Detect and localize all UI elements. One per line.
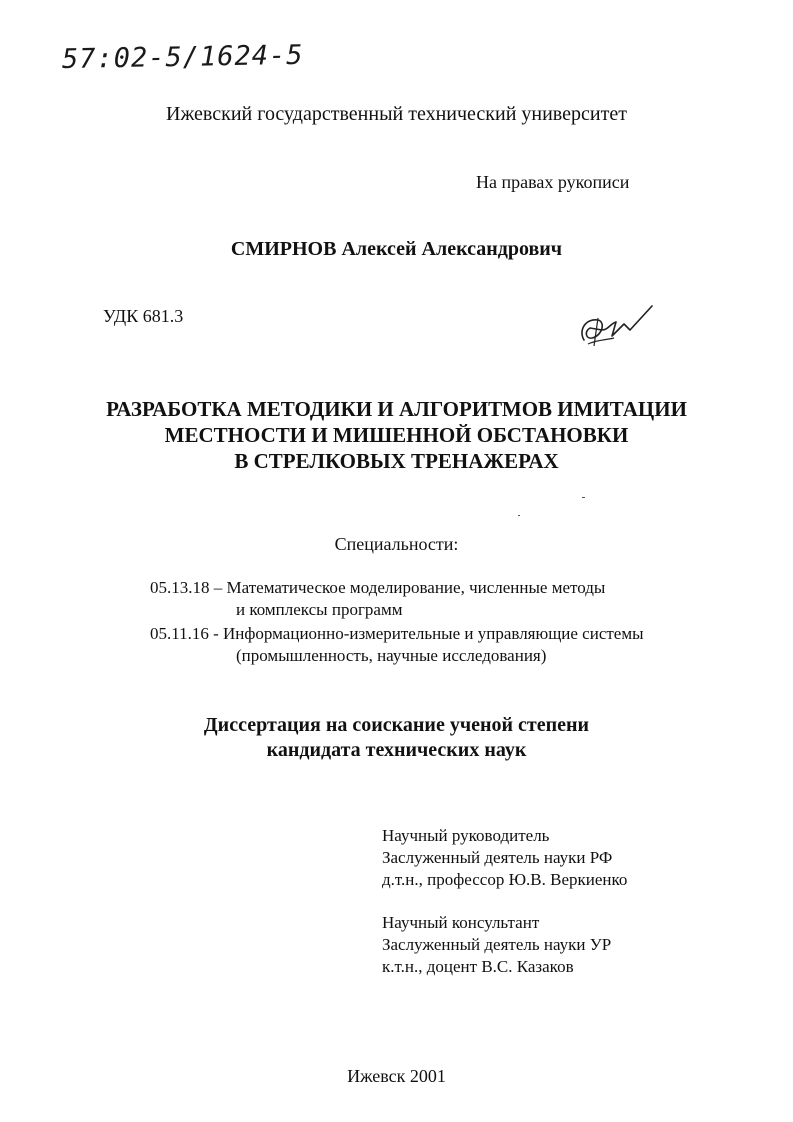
degree-line: Диссертация на соискание ученой степени bbox=[203, 714, 590, 736]
title-line: РАЗРАБОТКА МЕТОДИКИ И АЛГОРИТМОВ ИМИТАЦИИ bbox=[106, 397, 687, 421]
scan-speck bbox=[518, 515, 520, 516]
library-shelfmark: 57:02-5/1624-5 bbox=[61, 39, 304, 75]
degree-line: кандидата технических наук bbox=[266, 739, 527, 761]
degree-statement bbox=[0, 713, 793, 763]
supervisor-role: Научный руководитель bbox=[382, 826, 550, 845]
manuscript-rights: На правах рукописи bbox=[476, 172, 630, 192]
specialty-2-line2: (промышленность, научные исследования) bbox=[236, 646, 547, 665]
consultant-name: к.т.н., доцент В.С. Казаков bbox=[382, 957, 574, 976]
supervisor-name: д.т.н., профессор Ю.В. Веркиенко bbox=[382, 870, 628, 889]
signature-icon bbox=[572, 300, 662, 356]
university-name: Ижевский государственный технический университет bbox=[166, 103, 627, 125]
consultant-role: Научный консультант bbox=[382, 913, 540, 932]
dissertation-title bbox=[0, 396, 793, 474]
title-line: МЕСТНОСТИ И МИШЕННОЙ ОБСТАНОВКИ bbox=[164, 423, 629, 447]
specialty-1-line2: и комплексы программ bbox=[236, 600, 403, 619]
consultant-title: Заслуженный деятель науки УР bbox=[382, 935, 612, 954]
supervisor-title: Заслуженный деятель науки РФ bbox=[382, 848, 613, 867]
scan-speck bbox=[582, 497, 585, 498]
specialties-label: Специальности: bbox=[334, 534, 459, 554]
specialty-1-line1: 05.13.18 – Математическое моделирование, численные методы bbox=[150, 578, 606, 597]
specialty-2-line1: 05.11.16 - Информационно-измерительные и управляющие системы bbox=[150, 624, 644, 643]
udk-code: УДК 681.3 bbox=[103, 306, 184, 326]
author-name: СМИРНОВ Алексей Александрович bbox=[230, 238, 563, 260]
city-year: Ижевск 2001 bbox=[347, 1066, 446, 1086]
title-line: В СТРЕЛКОВЫХ ТРЕНАЖЕРАХ bbox=[234, 449, 559, 473]
